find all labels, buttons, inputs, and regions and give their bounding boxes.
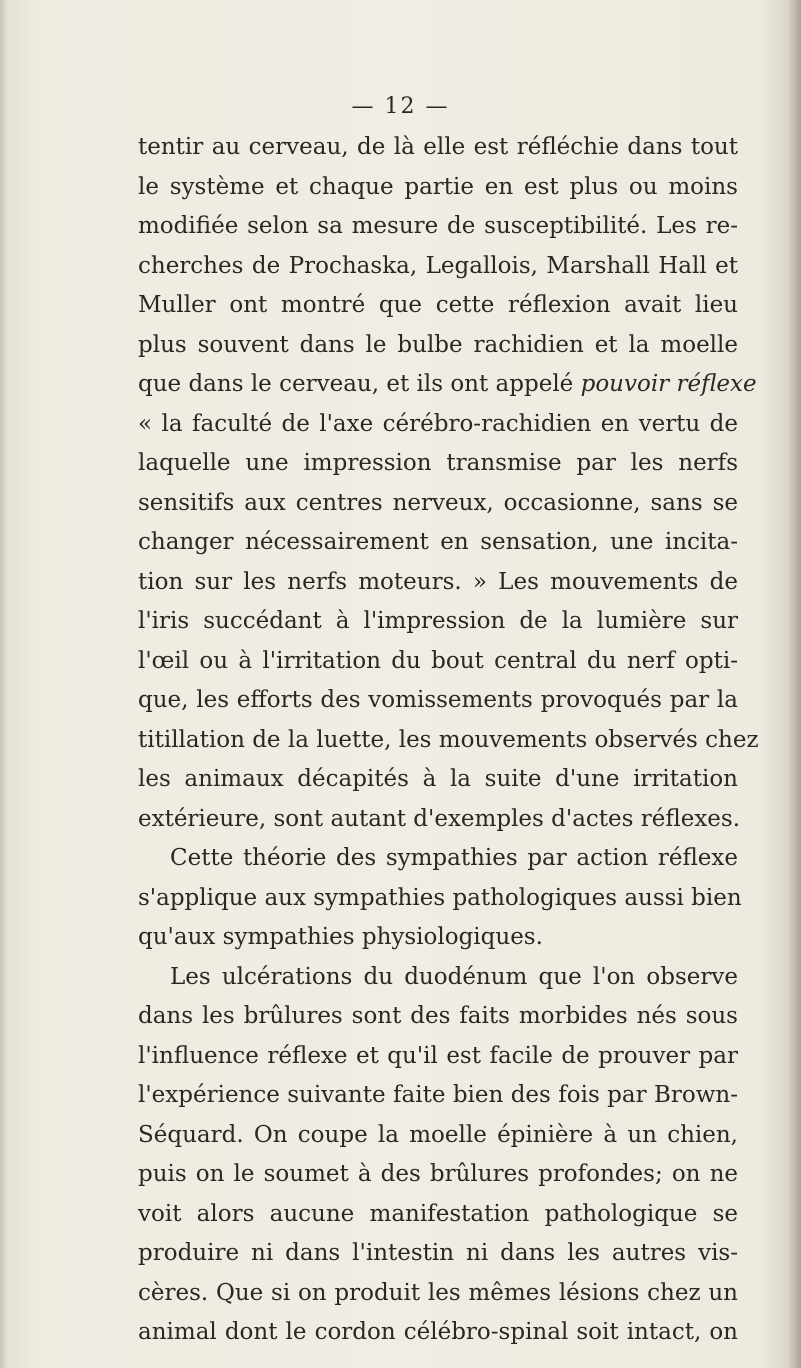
text-line: « la faculté de l'axe cérébro-rachidien en vertu de <box>138 410 738 437</box>
text-line: Séquard. On coupe la moelle épinière à un chien, <box>138 1121 738 1148</box>
text-line: Cette théorie des sympathies par action réflexe <box>170 845 738 871</box>
text-line: que, les efforts des vomissements provoqués par la <box>138 687 738 713</box>
body-text <box>138 128 759 1353</box>
text-line: tion sur les nerfs moteurs. » Les mouvements de <box>138 568 738 595</box>
emphasized-term: pouvoir réflexe <box>580 371 757 397</box>
page-right-edge <box>789 0 801 1368</box>
text-line: tentir au cerveau, de là elle est réfléchie dans tout <box>138 134 738 160</box>
text-line: l'influence réflexe et qu'il est facile de prouver par <box>138 1042 738 1069</box>
text-line: voit alors aucune manifestation pathologique se <box>138 1200 738 1227</box>
text-line: Muller ont montré que cette réflexion avait lieu <box>138 292 738 318</box>
text-line-with-emphasis <box>138 365 757 405</box>
text-line: le système et chaque partie en est plus ou moins <box>138 173 738 200</box>
text-line: dans les brûlures sont des faits morbides nés sous <box>138 1003 738 1029</box>
text-line: cherches de Prochaska, Legallois, Marshall Hall et <box>138 252 738 279</box>
text-line: puis on le soumet à des brûlures profondes; on ne <box>138 1161 738 1187</box>
page-number: — 12 — <box>351 94 450 119</box>
text-line: cères. Que si on produit les mêmes lésions chez un <box>138 1279 738 1306</box>
text-line: les animaux décapités à la suite d'une irritation <box>138 766 738 792</box>
text-line: sensitifs aux centres nerveux, occasionne, sans se <box>138 489 738 516</box>
text-line: animal dont le cordon célébro-spinal soit intact, on <box>138 1319 738 1345</box>
text-line: Les ulcérations du duodénum que l'on observe <box>170 963 738 990</box>
text-line: titillation de la luette, les mouvements observés chez <box>138 726 759 753</box>
text-line: plus souvent dans le bulbe rachidien et la moelle <box>138 331 738 358</box>
text-line: l'iris succédant à l'impression de la lumière sur <box>138 608 738 634</box>
text-line: produire ni dans l'intestin ni dans les autres vis- <box>138 1240 738 1266</box>
text-line: changer nécessairement en sensation, une incita- <box>138 529 738 555</box>
text-fragment: que dans le cerveau, et ils ont appelé <box>138 371 581 397</box>
text-line: extérieure, sont autant d'exemples d'actes réflexes. <box>138 805 741 832</box>
text-line: l'expérience suivante faite bien des fois par Brown- <box>138 1082 738 1108</box>
text-line: qu'aux sympathies physiologiques. <box>138 924 543 950</box>
text-line: l'œil ou à l'irritation du bout central du nerf opti- <box>138 647 738 674</box>
page-left-edge <box>0 0 8 1368</box>
text-line: laquelle une impression transmise par les nerfs <box>138 450 738 476</box>
text-line: s'applique aux sympathies pathologiques aussi bien <box>138 884 742 911</box>
text-line: modifiée selon sa mesure de susceptibilité. Les re- <box>138 213 738 239</box>
